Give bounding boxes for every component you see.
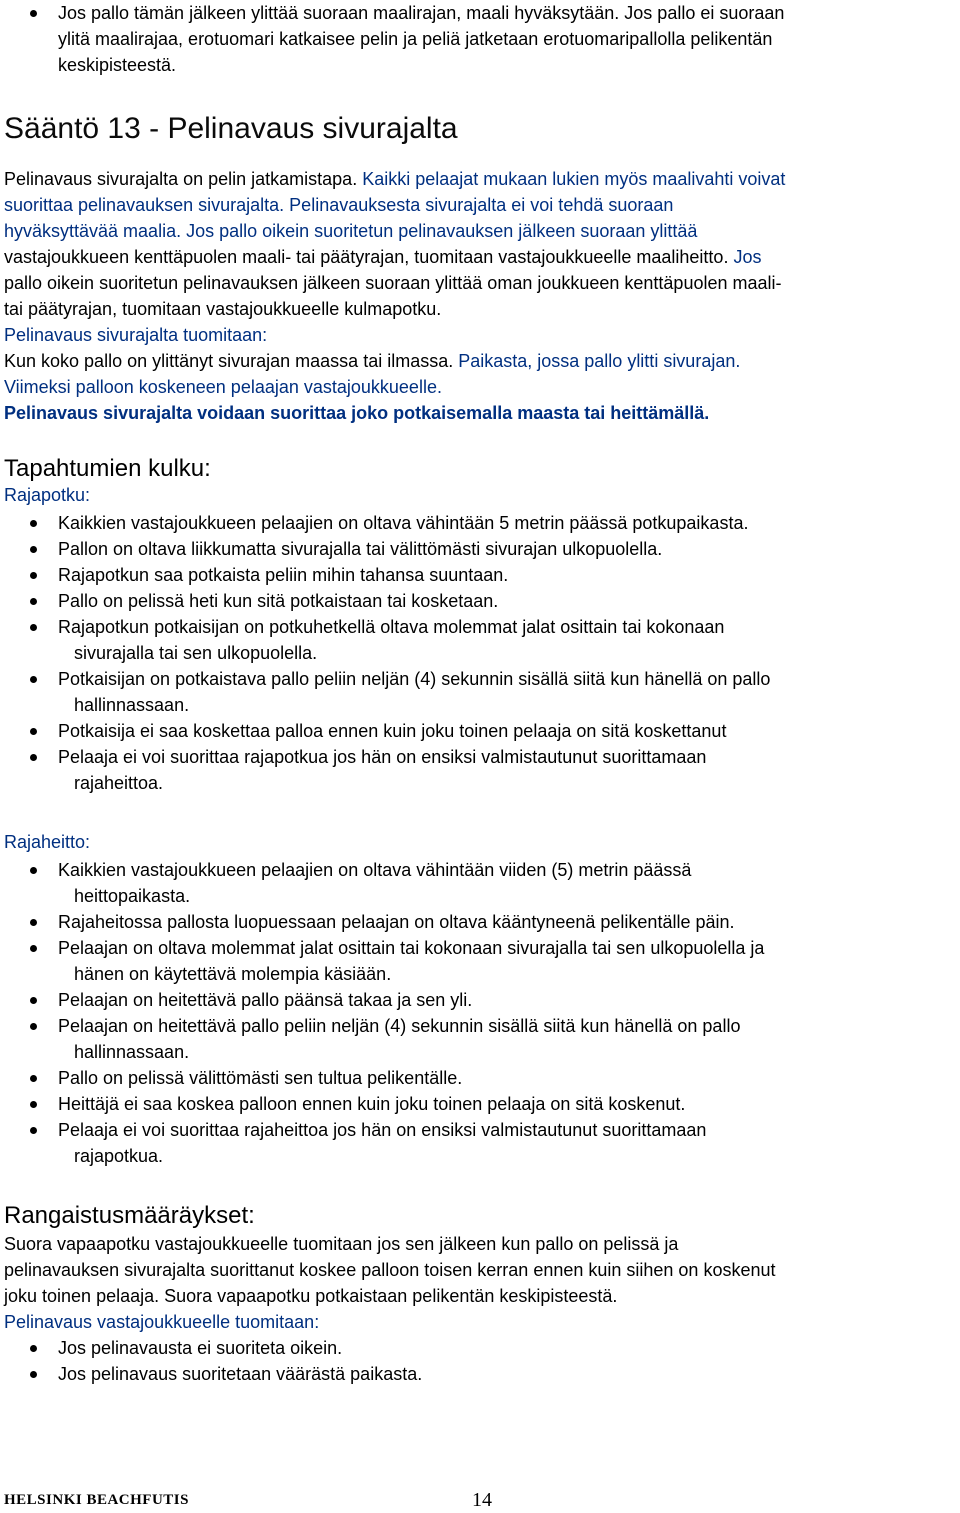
penalty-heading: Rangaistusmääräykset: [4, 1202, 255, 1229]
intro-bullet-list [4, 0, 956, 78]
throw-rules-list [4, 857, 956, 1169]
list-item: Kaikkien vastajoukkueen pelaajien on oltava vähintään 5 metrin päässä potkupaikasta. [4, 510, 956, 536]
list-item: Pallo on pelissä heti kun sitä potkaistaan tai kosketaan. [4, 588, 956, 614]
list-item: Pelaajan on heitettävä pallo päänsä takaa ja sen yli. [4, 987, 956, 1013]
list-item: Rajaheitossa pallosta luopuessaan pelaajan on oltava kääntyneenä pelikentälle päin. [4, 909, 956, 935]
list-item: Pelaaja ei voi suorittaa rajapotkua jos hän on ensiksi valmistautunut suorittamaan rajaheittoa. [4, 744, 956, 796]
list-item: Kaikkien vastajoukkueen pelaajien on oltava vähintään viiden (5) metrin päässä heittopaikasta. [4, 857, 956, 909]
list-item: Pallo on pelissä välittömästi sen tultua pelikentälle. [4, 1065, 956, 1091]
list-item: Jos pelinavausta ei suoriteta oikein. [4, 1335, 956, 1361]
kick-label: Rajapotku: [4, 485, 91, 505]
awarded-label: Pelinavaus sivurajalta tuomitaan: [4, 325, 268, 345]
awarded-text: Kun koko pallo on ylittänyt sivurajan maassa tai ilmassa. Paikasta, jossa pallo ylitti sivurajan. Viimeksi palloon koskeneen pelaajan vastajoukkueelle. [4, 351, 741, 397]
rule-body: Pelinavaus sivurajalta on pelin jatkamistapa. Kaikki pelaajat mukaan lukien myös maalivahti voivat suorittaa pelinavauksen sivurajalta. Pelinavauksesta sivurajalta ei voi tehdä suoraan hyväksyttävää maalia. Jos pallo oikein suoritetun pelinavauksen jälkeen suoraan ylittää vastajoukkueen kenttäpuolen maali- tai päätyrajan, tuomitaan vastajoukkueelle maaliheitto. Jos pallo oikein suoritetun pelinavauksen jälkeen suoraan ylittää oman joukkueen kenttäpuolen maali- tai päätyrajan, tuomitaan vastajoukkueelle kulmapotku. [4, 169, 786, 319]
method-line: Pelinavaus sivurajalta voidaan suorittaa joko potkaisemalla maasta tai heittämällä. [4, 403, 710, 423]
list-item: Heittäjä ei saa koskea palloon ennen kuin joku toinen pelaaja on sitä koskenut. [4, 1091, 956, 1117]
list-item: Pelaaja ei voi suorittaa rajaheittoa jos hän on ensiksi valmistautunut suorittamaan rajapotkua. [4, 1117, 956, 1169]
list-item: Potkaisija ei saa koskettaa palloa ennen kuin joku toinen pelaaja on sitä koskettanut [4, 718, 956, 744]
throw-label: Rajaheitto: [4, 832, 91, 852]
list-item: Jos pallo tämän jälkeen ylittää suoraan maalirajan, maali hyväksytään. Jos pallo ei suoraan ylitä maalirajaa, erotuomari katkaisee pelin ja peliä jatketaan erotuomaripallolla pelikentän keskipisteestä. [4, 0, 956, 78]
list-item: Rajapotkun saa potkaista peliin mihin tahansa suuntaan. [4, 562, 956, 588]
list-item: Jos pelinavaus suoritetaan väärästä paikasta. [4, 1361, 956, 1387]
list-item: Pelaajan on oltava molemmat jalat osittain tai kokonaan sivurajalla tai sen ulkopuolella ja hänen on käytettävä molempia käsiään. [4, 935, 956, 987]
rule-heading: Sääntö 13 - Pelinavaus sivurajalta [4, 112, 458, 145]
document-page [4, 0, 956, 1387]
kick-rules-list [4, 510, 956, 796]
page-number: 14 [472, 1489, 492, 1511]
opponent-rules-list [4, 1335, 956, 1387]
list-item: Pelaajan on heitettävä pallo peliin neljän (4) sekunnin sisällä siitä kun hänellä on pallo hallinnassaan. [4, 1013, 956, 1065]
opponent-label: Pelinavaus vastajoukkueelle tuomitaan: [4, 1312, 320, 1332]
list-item: Potkaisijan on potkaistava pallo peliin neljän (4) sekunnin sisällä siitä kun hänellä on pallo hallinnassaan. [4, 666, 956, 718]
footer-brand: HELSINKI BEACHFUTIS [4, 1492, 189, 1508]
list-item: Pallon on oltava liikkumatta sivurajalla tai välittömästi sivurajan ulkopuolella. [4, 536, 956, 562]
flow-heading: Tapahtumien kulku: [4, 455, 211, 482]
penalty-body: Suora vapaapotku vastajoukkueelle tuomitaan jos sen jälkeen kun pallo on pelissä ja pelinavauksen sivurajalta suorittanut koskee palloon toisen kerran ennen kuin siihen on koskenut joku toinen pelaaja. Suora vapaapotku potkaistaan pelikentän keskipisteestä. [4, 1234, 776, 1306]
list-item: Rajapotkun potkaisijan on potkuhetkellä oltava molemmat jalat osittain tai kokonaan sivurajalla tai sen ulkopuolella. [4, 614, 956, 666]
